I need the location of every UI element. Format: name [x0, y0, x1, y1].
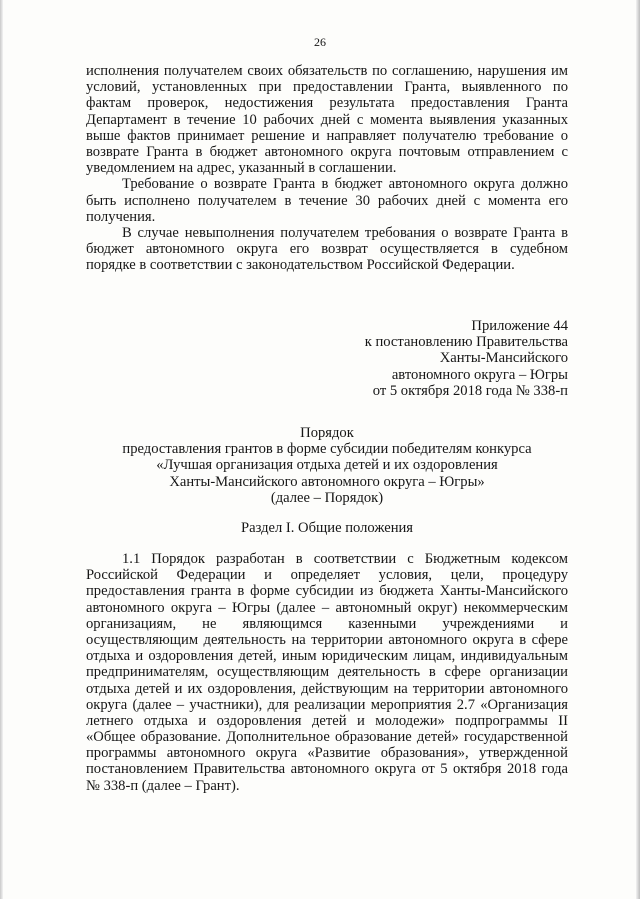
text-line: постановлением Правительства автономного округа от 5 октября 2018 года: [86, 761, 568, 778]
text-line: Российской Федерации и определяет условия, цели, процедуру: [86, 567, 568, 584]
text-line: Требование о возврате Гранта в бюджет автономного округа должно: [122, 176, 568, 193]
title-line: предоставления грантов в форме субсидии победителям конкурса: [122, 441, 532, 458]
page-number: 26: [314, 35, 326, 49]
text-line: 1.1 Порядок разработан в соответствии с Бюджетным кодексом: [122, 551, 568, 567]
title-line: (далее – Порядок): [270, 489, 384, 506]
text-line: автономного округа – Югры (далее – автономный округ) некоммерческим: [86, 599, 568, 616]
text-line: организациям, не являющимся казенными учреждениями и: [86, 615, 568, 632]
text-line: Департамент в течение 10 рабочих дней с момента выявления указанных: [86, 111, 568, 128]
appendix-line: автономного округа – Югры: [391, 366, 568, 383]
previous-section-text: [86, 63, 568, 273]
text-line: № 338-п (далее – Грант).: [86, 777, 240, 794]
section-heading: Раздел I. Общие положения: [240, 520, 414, 536]
text-line: осуществляющим деятельность на территории автономного округа в сфере: [86, 631, 568, 648]
text-line: быть исполнено получателем в течение 30 рабочих дней с момента его: [86, 192, 568, 209]
title-line: «Лучшая организация отдыха детей и их оздоровления: [156, 457, 498, 474]
appendix-line: к постановлению Правительства: [364, 334, 568, 351]
text-line: исполнения получателем своих обязательств по соглашению, нарушения им: [86, 63, 568, 79]
scan-edge-right: [636, 0, 640, 899]
text-line: «Общее образование. Дополнительное образование детей» государственной: [86, 729, 568, 746]
appendix-line: Приложение 44: [471, 318, 568, 334]
text-line: предоставления гранта в форме субсидии из бюджета Ханты-Мансийского: [86, 583, 568, 600]
text-line: фактам проверок, недостижения результата предоставления Гранта: [86, 95, 568, 112]
text-line: бюджет автономного округа его возврат осуществляется в судебном: [86, 241, 568, 258]
text-line: летнего отдыха и оздоровления детей и молодежи» подпрограммы II: [86, 712, 568, 729]
scan-edge-left: [0, 0, 3, 899]
text-line: отдыха и оздоровления детей, иным юридическим лицам, индивидуальным: [86, 648, 568, 665]
appendix-line: от 5 октября 2018 года № 338-п: [372, 382, 568, 399]
text-line: округа (далее – участники), для реализации мероприятия 2.7 «Организация: [86, 696, 568, 713]
title-line: Порядок: [300, 425, 354, 441]
appendix-reference: [300, 318, 568, 399]
text-line: выше фактов принимает решение и направляет получателю требование о: [86, 127, 568, 144]
text-line: возврате Гранта в бюджет автономного округа почтовым отправлением с: [86, 143, 568, 160]
text-line: получения.: [86, 208, 156, 225]
text-line: порядке в соответствии с законодательством Российской Федерации.: [86, 257, 515, 274]
text-line: уведомлением на адрес, указанный в соглашении.: [86, 160, 397, 177]
appendix-line: Ханты-Мансийского: [439, 350, 568, 367]
document-title: [86, 425, 568, 506]
text-line: отдыха детей и их оздоровления, действующим на территории автономного: [86, 680, 568, 697]
text-line: предпринимателям, осуществляющим деятельность в сфере организации: [86, 664, 568, 681]
text-line: программы автономного округа «Развитие образования», утвержденной: [86, 745, 568, 762]
section-1-1-text: [86, 551, 568, 794]
title-line: Ханты-Мансийского автономного округа – Югры»: [169, 473, 485, 490]
text-line: В случае невыполнения получателем требования о возврате Гранта в: [122, 224, 568, 241]
text-line: условий, установленных при предоставлении Гранта, выявленного по: [86, 79, 568, 96]
